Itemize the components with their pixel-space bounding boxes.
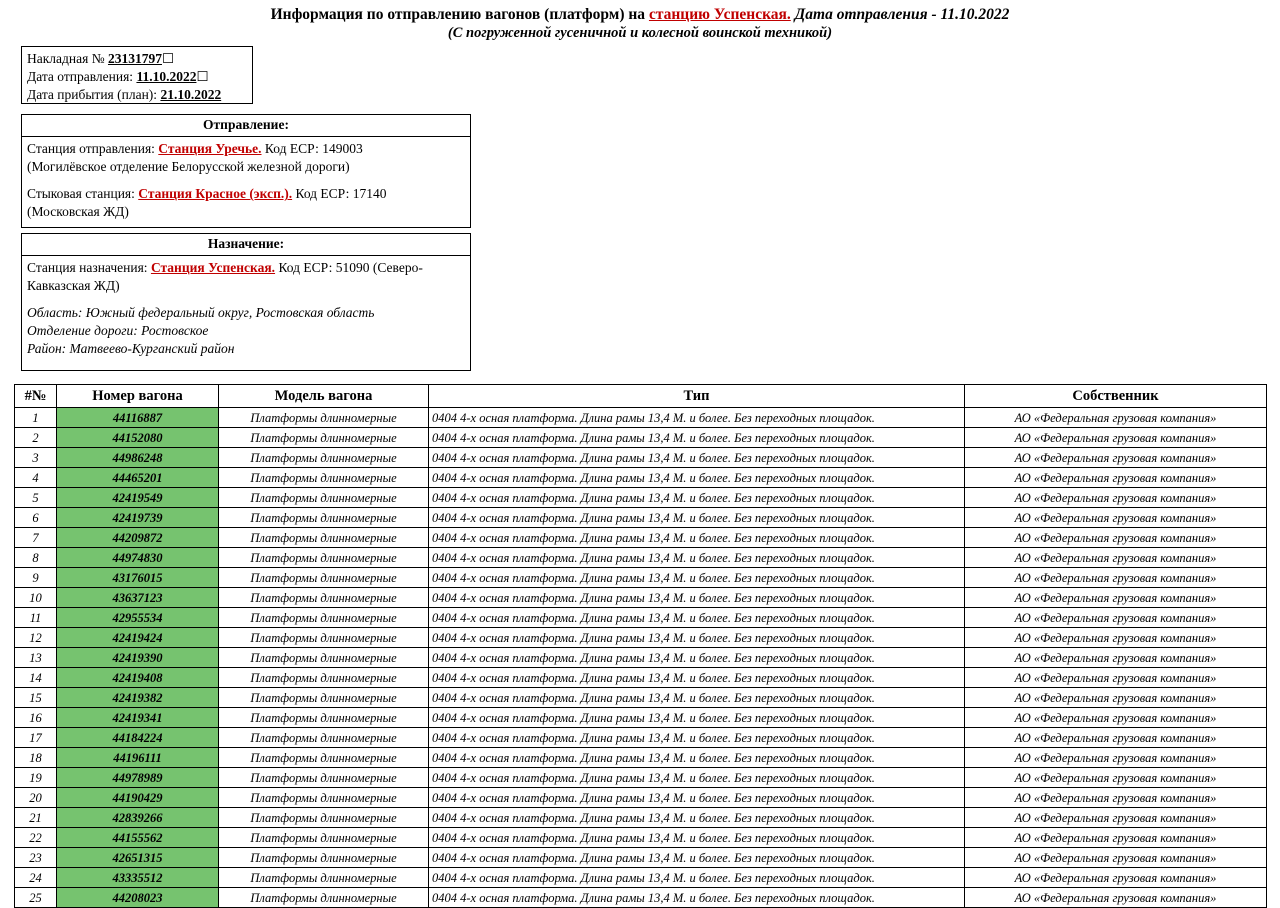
cell-model: Платформы длинномерные	[219, 668, 429, 688]
cell-index: 12	[15, 628, 57, 648]
cell-owner: АО «Федеральная грузовая компания»	[965, 448, 1267, 468]
cell-model: Платформы длинномерные	[219, 628, 429, 648]
cell-index: 18	[15, 748, 57, 768]
cell-model: Платформы длинномерные	[219, 548, 429, 568]
cell-index: 9	[15, 568, 57, 588]
waybill-depart-label: Дата отправления:	[27, 69, 137, 85]
cell-type: 0404 4-х осная платформа. Длина рамы 13,4 М. и более. Без переходных площадок.	[429, 668, 965, 688]
table-row	[15, 888, 1267, 908]
table-row	[15, 508, 1267, 528]
cell-index: 8	[15, 548, 57, 568]
cell-wagon-number[interactable]: 44116887	[57, 408, 219, 428]
cell-wagon-number[interactable]: 44155562	[57, 828, 219, 848]
departure-station-code: Код ЕСР: 149003	[261, 141, 363, 157]
cell-type: 0404 4-х осная платформа. Длина рамы 13,4 М. и более. Без переходных площадок.	[429, 808, 965, 828]
cell-index: 23	[15, 848, 57, 868]
cell-wagon-number[interactable]: 42419408	[57, 668, 219, 688]
table-header-row	[15, 385, 1267, 408]
cell-index: 13	[15, 648, 57, 668]
cell-type: 0404 4-х осная платформа. Длина рамы 13,4 М. и более. Без переходных площадок.	[429, 568, 965, 588]
cell-model: Платформы длинномерные	[219, 768, 429, 788]
cell-owner: АО «Федеральная грузовая компания»	[965, 588, 1267, 608]
col-header-model: Модель вагона	[219, 385, 429, 408]
cell-type: 0404 4-х осная платформа. Длина рамы 13,4 М. и более. Без переходных площадок.	[429, 628, 965, 648]
waybill-arrive-label: Дата прибытия (план):	[27, 87, 161, 103]
cell-owner: АО «Федеральная грузовая компания»	[965, 688, 1267, 708]
destination-station-label: Станция назначения:	[27, 260, 151, 276]
waybill-number-value: 23131797	[107, 51, 162, 67]
cell-owner: АО «Федеральная грузовая компания»	[965, 608, 1267, 628]
cell-wagon-number[interactable]: 43176015	[57, 568, 219, 588]
cell-owner: АО «Федеральная грузовая компания»	[965, 808, 1267, 828]
cell-model: Платформы длинномерные	[219, 808, 429, 828]
waybill-depart-box-glyph: ☐	[196, 69, 209, 85]
table-row	[15, 648, 1267, 668]
cell-wagon-number[interactable]: 44465201	[57, 468, 219, 488]
table-row	[15, 488, 1267, 508]
cell-index: 16	[15, 708, 57, 728]
cell-index: 14	[15, 668, 57, 688]
table-row	[15, 708, 1267, 728]
cell-owner: АО «Федеральная грузовая компания»	[965, 628, 1267, 648]
cell-index: 10	[15, 588, 57, 608]
destination-station-code-cont: Кавказская ЖД)	[27, 278, 120, 294]
cell-wagon-number[interactable]: 44196111	[57, 748, 219, 768]
cell-index: 22	[15, 828, 57, 848]
table-row	[15, 808, 1267, 828]
table-row	[15, 408, 1267, 428]
cell-type: 0404 4-х осная платформа. Длина рамы 13,4 М. и более. Без переходных площадок.	[429, 848, 965, 868]
cell-type: 0404 4-х осная платформа. Длина рамы 13,4 М. и более. Без переходных площадок.	[429, 788, 965, 808]
cell-index: 5	[15, 488, 57, 508]
cell-index: 3	[15, 448, 57, 468]
cell-owner: АО «Федеральная грузовая компания»	[965, 508, 1267, 528]
waybill-depart-value: 11.10.2022	[136, 69, 197, 85]
cell-index: 25	[15, 888, 57, 908]
cell-type: 0404 4-х осная платформа. Длина рамы 13,4 М. и более. Без переходных площадок.	[429, 608, 965, 628]
col-header-owner: Собственник	[965, 385, 1267, 408]
cell-type: 0404 4-х осная платформа. Длина рамы 13,4 М. и более. Без переходных площадок.	[429, 748, 965, 768]
cell-owner: АО «Федеральная грузовая компания»	[965, 708, 1267, 728]
departure-station-link[interactable]: Станция Уречье.	[158, 141, 262, 157]
cell-owner: АО «Федеральная грузовая компания»	[965, 828, 1267, 848]
wagons-table	[14, 384, 1267, 908]
cell-type: 0404 4-х осная платформа. Длина рамы 13,4 М. и более. Без переходных площадок.	[429, 888, 965, 908]
cell-type: 0404 4-х осная платформа. Длина рамы 13,4 М. и более. Без переходных площадок.	[429, 548, 965, 568]
title-line-2: (С погруженной гусеничной и колесной воинской техникой)	[447, 24, 833, 41]
cell-type: 0404 4-х осная платформа. Длина рамы 13,4 М. и более. Без переходных площадок.	[429, 468, 965, 488]
cell-index: 1	[15, 408, 57, 428]
destination-station-code: Код ЕСР: 51090 (Северо-	[275, 260, 423, 276]
waybill-arrive-row	[27, 86, 247, 104]
cell-type: 0404 4-х осная платформа. Длина рамы 13,4 М. и более. Без переходных площадок.	[429, 448, 965, 468]
cell-model: Платформы длинномерные	[219, 868, 429, 888]
cell-model: Платформы длинномерные	[219, 688, 429, 708]
cell-model: Платформы длинномерные	[219, 828, 429, 848]
cell-owner: АО «Федеральная грузовая компания»	[965, 568, 1267, 588]
cell-model: Платформы длинномерные	[219, 428, 429, 448]
cell-type: 0404 4-х осная платформа. Длина рамы 13,4 М. и более. Без переходных площадок.	[429, 868, 965, 888]
destination-station-link[interactable]: Станция Успенская.	[150, 260, 276, 276]
waybill-number-label: Накладная №	[27, 51, 108, 67]
table-row	[15, 588, 1267, 608]
cell-model: Платформы длинномерные	[219, 408, 429, 428]
document-title	[14, 6, 1266, 41]
table-row	[15, 628, 1267, 648]
cell-model: Платформы длинномерные	[219, 488, 429, 508]
cell-wagon-number[interactable]: 42419549	[57, 488, 219, 508]
table-row	[15, 828, 1267, 848]
cell-index: 20	[15, 788, 57, 808]
cell-type: 0404 4-х осная платформа. Длина рамы 13,4 М. и более. Без переходных площадок.	[429, 648, 965, 668]
title-station-link[interactable]: станцию Успенская.	[648, 6, 791, 23]
departure-station-note: (Могилёвское отделение Белорусской железной дороги)	[27, 159, 350, 175]
cell-model: Платформы длинномерные	[219, 448, 429, 468]
cell-model: Платформы длинномерные	[219, 748, 429, 768]
cell-model: Платформы длинномерные	[219, 468, 429, 488]
destination-content	[22, 256, 470, 362]
junction-station-note: (Московская ЖД)	[27, 204, 129, 220]
cell-index: 24	[15, 868, 57, 888]
col-header-wagon: Номер вагона	[57, 385, 219, 408]
cell-wagon-number[interactable]: 43335512	[57, 868, 219, 888]
waybill-number-row	[27, 50, 247, 68]
cell-wagon-number[interactable]: 42651315	[57, 848, 219, 868]
cell-type: 0404 4-х осная платформа. Длина рамы 13,4 М. и более. Без переходных площадок.	[429, 588, 965, 608]
junction-station-link[interactable]: Станция Красное (эксп.).	[138, 186, 293, 202]
cell-model: Платформы длинномерные	[219, 588, 429, 608]
cell-type: 0404 4-х осная платформа. Длина рамы 13,4 М. и более. Без переходных площадок.	[429, 828, 965, 848]
departure-header: Отправление:	[22, 115, 470, 137]
cell-wagon-number[interactable]: 42419739	[57, 508, 219, 528]
table-row	[15, 688, 1267, 708]
cell-type: 0404 4-х осная платформа. Длина рамы 13,4 М. и более. Без переходных площадок.	[429, 768, 965, 788]
cell-type: 0404 4-х осная платформа. Длина рамы 13,4 М. и более. Без переходных площадок.	[429, 728, 965, 748]
cell-index: 7	[15, 528, 57, 548]
cell-type: 0404 4-х осная платформа. Длина рамы 13,4 М. и более. Без переходных площадок.	[429, 508, 965, 528]
table-row	[15, 668, 1267, 688]
cell-type: 0404 4-х осная платформа. Длина рамы 13,4 М. и более. Без переходных площадок.	[429, 488, 965, 508]
cell-owner: АО «Федеральная грузовая компания»	[965, 468, 1267, 488]
waybill-content	[22, 47, 252, 108]
table-row	[15, 768, 1267, 788]
waybill-box	[21, 46, 253, 104]
cell-wagon-number[interactable]: 42419390	[57, 648, 219, 668]
cell-wagon-number[interactable]: 44974830	[57, 548, 219, 568]
destination-spacer	[27, 295, 465, 304]
cell-model: Платформы длинномерные	[219, 848, 429, 868]
departure-station-row	[27, 140, 465, 158]
cell-owner: АО «Федеральная грузовая компания»	[965, 888, 1267, 908]
cell-type: 0404 4-х осная платформа. Длина рамы 13,4 М. и более. Без переходных площадок.	[429, 408, 965, 428]
cell-model: Платформы длинномерные	[219, 708, 429, 728]
cell-type: 0404 4-х осная платформа. Длина рамы 13,4 М. и более. Без переходных площадок.	[429, 528, 965, 548]
table-row	[15, 608, 1267, 628]
table-row	[15, 728, 1267, 748]
title-line-1	[14, 6, 1266, 24]
cell-wagon-number[interactable]: 42839266	[57, 808, 219, 828]
destination-station-row	[27, 259, 465, 277]
destination-header: Назначение:	[22, 234, 470, 256]
cell-wagon-number[interactable]: 42419382	[57, 688, 219, 708]
departure-station-label: Станция отправления:	[27, 141, 159, 157]
destination-district: Район: Матвеево-Курганский район	[27, 341, 235, 357]
table-row	[15, 568, 1267, 588]
cell-owner: АО «Федеральная грузовая компания»	[965, 428, 1267, 448]
cell-model: Платформы длинномерные	[219, 728, 429, 748]
table-row	[15, 528, 1267, 548]
destination-region: Область: Южный федеральный округ, Ростовская область	[27, 305, 375, 321]
cell-index: 2	[15, 428, 57, 448]
cell-owner: АО «Федеральная грузовая компания»	[965, 408, 1267, 428]
table-row	[15, 448, 1267, 468]
cell-wagon-number[interactable]: 44986248	[57, 448, 219, 468]
cell-model: Платформы длинномерные	[219, 508, 429, 528]
cell-wagon-number[interactable]: 44978989	[57, 768, 219, 788]
table-row	[15, 788, 1267, 808]
cell-wagon-number[interactable]: 44152080	[57, 428, 219, 448]
junction-station-row	[27, 185, 465, 203]
cell-owner: АО «Федеральная грузовая компания»	[965, 788, 1267, 808]
cell-model: Платформы длинномерные	[219, 788, 429, 808]
cell-index: 17	[15, 728, 57, 748]
cell-wagon-number[interactable]: 42419341	[57, 708, 219, 728]
cell-owner: АО «Федеральная грузовая компания»	[965, 728, 1267, 748]
col-header-index: #№	[15, 385, 57, 408]
cell-owner: АО «Федеральная грузовая компания»	[965, 488, 1267, 508]
cell-wagon-number[interactable]: 44184224	[57, 728, 219, 748]
table-row	[15, 748, 1267, 768]
cell-owner: АО «Федеральная грузовая компания»	[965, 648, 1267, 668]
table-row	[15, 548, 1267, 568]
cell-type: 0404 4-х осная платформа. Длина рамы 13,4 М. и более. Без переходных площадок.	[429, 708, 965, 728]
waybill-number-box-glyph: ☐	[161, 51, 175, 67]
cell-index: 15	[15, 688, 57, 708]
cell-index: 11	[15, 608, 57, 628]
cell-model: Платформы длинномерные	[219, 528, 429, 548]
table-row	[15, 868, 1267, 888]
title-departure-date: Дата отправления - 11.10.2022	[790, 6, 1010, 23]
title-prefix: Информация по отправлению вагонов (платформ) на	[270, 6, 649, 23]
junction-station-label: Стыковая станция:	[27, 186, 139, 202]
departure-box	[21, 114, 471, 228]
cell-owner: АО «Федеральная грузовая компания»	[965, 668, 1267, 688]
cell-owner: АО «Федеральная грузовая компания»	[965, 868, 1267, 888]
cell-wagon-number[interactable]: 42419424	[57, 628, 219, 648]
table-row	[15, 468, 1267, 488]
col-header-type: Тип	[429, 385, 965, 408]
destination-branch: Отделение дороги: Ростовское	[27, 323, 209, 339]
waybill-depart-row	[27, 68, 247, 86]
info-area	[14, 46, 1266, 384]
junction-station-code: Код ЕСР: 17140	[292, 186, 387, 202]
cell-owner: АО «Федеральная грузовая компания»	[965, 848, 1267, 868]
table-row	[15, 848, 1267, 868]
cell-model: Платформы длинномерные	[219, 648, 429, 668]
cell-wagon-number[interactable]: 43637123	[57, 588, 219, 608]
departure-content	[22, 137, 470, 225]
cell-model: Платформы длинномерные	[219, 608, 429, 628]
cell-owner: АО «Федеральная грузовая компания»	[965, 748, 1267, 768]
cell-index: 4	[15, 468, 57, 488]
cell-owner: АО «Федеральная грузовая компания»	[965, 548, 1267, 568]
cell-wagon-number[interactable]: 44209872	[57, 528, 219, 548]
cell-type: 0404 4-х осная платформа. Длина рамы 13,4 М. и более. Без переходных площадок.	[429, 688, 965, 708]
destination-box	[21, 233, 471, 371]
cell-model: Платформы длинномерные	[219, 568, 429, 588]
cell-wagon-number[interactable]: 44190429	[57, 788, 219, 808]
cell-model: Платформы длинномерные	[219, 888, 429, 908]
wagons-table-body	[15, 408, 1267, 908]
cell-wagon-number[interactable]: 42955534	[57, 608, 219, 628]
cell-wagon-number[interactable]: 44208023	[57, 888, 219, 908]
cell-type: 0404 4-х осная платформа. Длина рамы 13,4 М. и более. Без переходных площадок.	[429, 428, 965, 448]
cell-index: 19	[15, 768, 57, 788]
cell-owner: АО «Федеральная грузовая компания»	[965, 768, 1267, 788]
departure-spacer	[27, 176, 465, 185]
cell-index: 6	[15, 508, 57, 528]
table-row	[15, 428, 1267, 448]
cell-index: 21	[15, 808, 57, 828]
waybill-arrive-value: 21.10.2022	[160, 87, 222, 103]
cell-owner: АО «Федеральная грузовая компания»	[965, 528, 1267, 548]
